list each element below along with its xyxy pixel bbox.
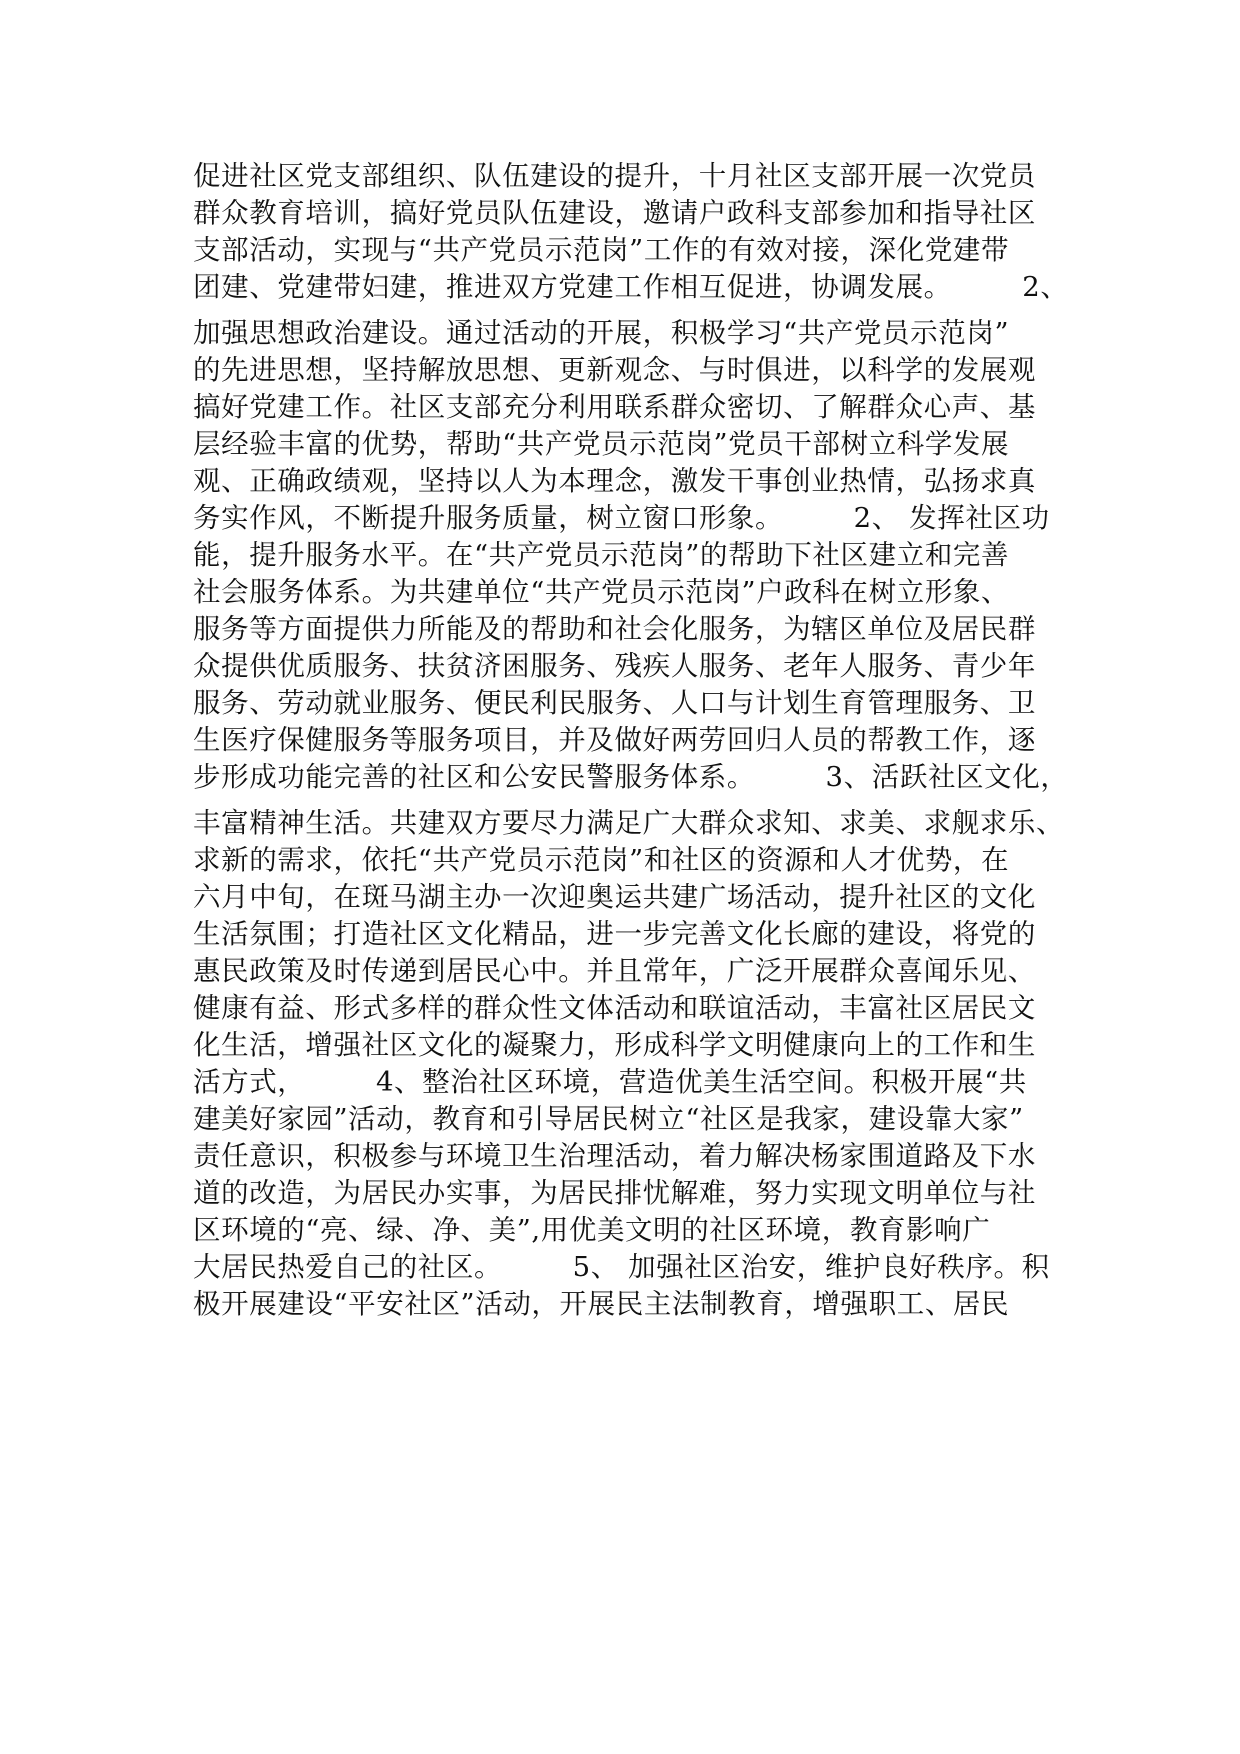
text-line: 活方式， 4、整治社区环境，营造优美生活空间。积极开展“共	[193, 1066, 1027, 1098]
text-line: 求新的需求，依托“共产党员示范岗”和社区的资源和人才优势，在	[193, 844, 1010, 876]
text-line: 的先进思想，坚持解放思想、更新观念、与时俱进，以科学的发展观	[193, 354, 1036, 386]
text-line: 六月中旬，在斑马湖主办一次迎奥运共建广场活动，提升社区的文化	[193, 881, 1036, 913]
text-line: 观、正确政绩观，坚持以人为本理念，激发干事创业热情，弘扬求真	[193, 465, 1036, 497]
text-line: 群众教育培训，搞好党员队伍建设，邀请户政科支部参加和指导社区	[193, 197, 1036, 229]
text-line: 大居民热爱自己的社区。 5、 加强社区治安，维护良好秩序。积	[193, 1251, 1050, 1283]
text-line: 责任意识，积极参与环境卫生治理活动，着力解决杨家围道路及下水	[193, 1140, 1036, 1172]
text-line: 丰富精神生活。共建双方要尽力满足广大群众求知、求美、求舰求乐、	[193, 807, 1065, 839]
text-line: 团建、党建带妇建，推进双方党建工作相互促进，协调发展。 2、	[193, 271, 1069, 303]
text-line: 能，提升服务水平。在“共产党员示范岗”的帮助下社区建立和完善	[193, 539, 1010, 571]
text-line: 务实作风，不断提升服务质量，树立窗口形象。 2、 发挥社区功	[193, 502, 1050, 534]
text-line: 道的改造，为居民办实事，为居民排忧解难，努力实现文明单位与社	[193, 1177, 1036, 1209]
text-line: 惠民政策及时传递到居民心中。并且常年，广泛开展群众喜闻乐见、	[193, 955, 1036, 987]
text-line: 建美好家园”活动，教育和引导居民树立“社区是我家，建设靠大家”	[193, 1103, 1024, 1135]
text-line: 搞好党建工作。社区支部充分利用联系群众密切、了解群众心声、基	[193, 391, 1036, 423]
text-line: 众提供优质服务、扶贫济困服务、残疾人服务、老年人服务、青少年	[193, 650, 1036, 682]
text-line: 支部活动，实现与“共产党员示范岗”工作的有效对接，深化党建带	[193, 234, 1010, 266]
text-line: 层经验丰富的优势，帮助“共产党员示范岗”党员干部树立科学发展	[193, 428, 1010, 460]
body-paragraph	[193, 158, 1073, 1323]
text-line: 加强思想政治建设。通过活动的开展，积极学习“共产党员示范岗”	[193, 317, 1010, 349]
text-line: 生活氛围；打造社区文化精品，进一步完善文化长廊的建设，将党的	[193, 918, 1036, 950]
text-line: 促进社区党支部组织、队伍建设的提升，十月社区支部开展一次党员	[193, 160, 1036, 192]
text-line: 生医疗保健服务等服务项目，并及做好两劳回归人员的帮教工作，逐	[193, 724, 1036, 756]
text-line: 步形成功能完善的社区和公安民警服务体系。 3、活跃社区文化，	[193, 761, 1069, 793]
text-line: 服务等方面提供力所能及的帮助和社会化服务，为辖区单位及居民群	[193, 613, 1036, 645]
text-line: 化生活，增强社区文化的凝聚力，形成科学文明健康向上的工作和生	[193, 1029, 1036, 1061]
text-line: 极开展建设“平安社区”活动，开展民主法制教育，增强职工、居民	[193, 1288, 1010, 1320]
text-line: 区环境的“亮、绿、净、美”,用优美文明的社区环境，教育影响广	[193, 1214, 991, 1246]
text-line: 健康有益、形式多样的群众性文体活动和联谊活动，丰富社区居民文	[193, 992, 1036, 1024]
text-line: 服务、劳动就业服务、便民利民服务、人口与计划生育管理服务、卫	[193, 687, 1036, 719]
text-line: 社会服务体系。为共建单位“共产党员示范岗”户政科在树立形象、	[193, 576, 1010, 608]
